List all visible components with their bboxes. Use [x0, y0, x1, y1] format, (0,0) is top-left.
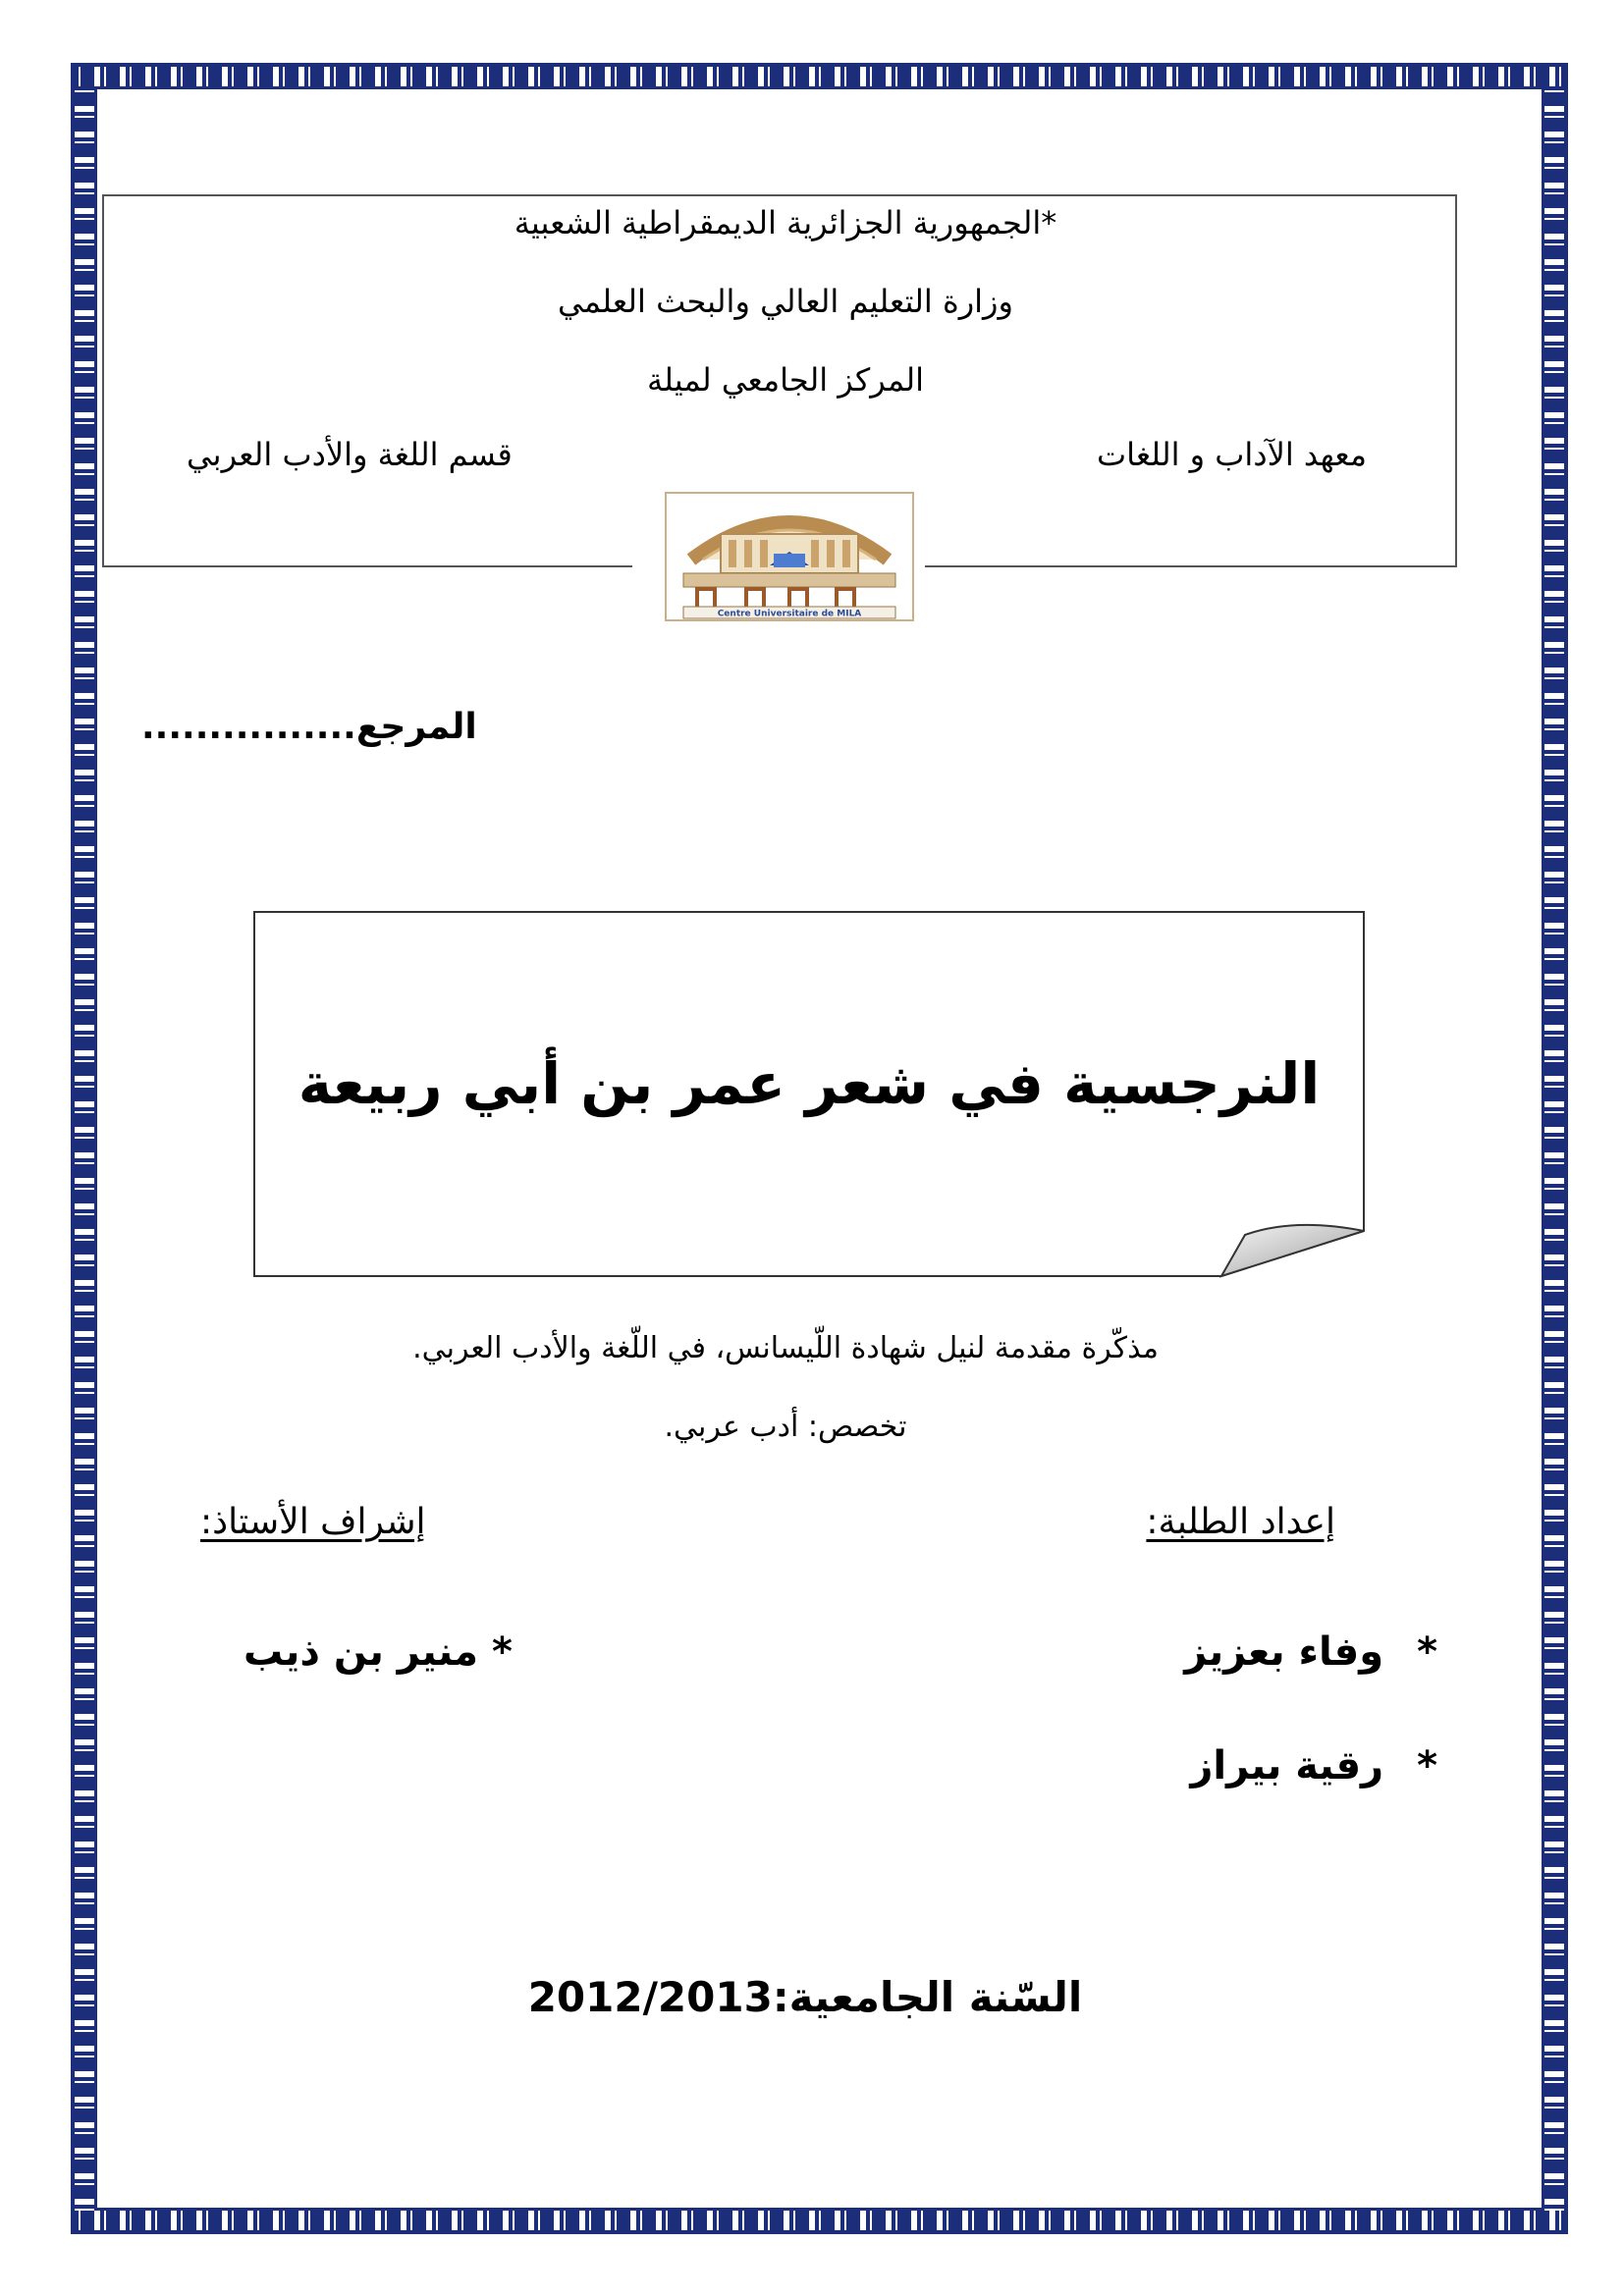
header-divider-right	[925, 565, 1457, 567]
student-name	[1184, 1629, 1437, 1675]
republic-name: *الجمهورية الجزائرية الديمقراطية الشعبية	[514, 204, 1057, 241]
thesis-title: النرجسية في شعر عمر بن أبي ربيعة	[298, 1050, 1321, 1117]
ministry-name: وزارة التعليم العالي والبحث العلمي	[558, 283, 1013, 320]
reference-label: المرجع	[355, 707, 477, 747]
department-name: قسم اللغة والأدب العربي	[187, 436, 513, 473]
supervised-by-label: إشراف الأستاذ:	[200, 1502, 426, 1542]
specialization: تخصص: أدب عربي.	[664, 1410, 907, 1444]
student-1-name: وفاء بعزيز	[1184, 1629, 1384, 1675]
prepared-by-label: إعداد الطلبة:	[1146, 1502, 1335, 1542]
reference-line	[141, 707, 477, 747]
memo-description: مذكّرة مقدمة لنيل شهادة اللّيسانس، في اللّغة والأدب العربي.	[412, 1331, 1159, 1365]
university-center-name: المركز الجامعي لميلة	[647, 361, 924, 399]
bullet-star: *	[1417, 1743, 1437, 1789]
student-2-name: رقية بيراز	[1190, 1743, 1384, 1789]
supervisor-name: * منير بن ذيب	[244, 1629, 513, 1675]
logo-caption: Centre Universitaire de MILA	[717, 609, 862, 619]
university-logo	[664, 491, 915, 622]
institute-name: معهد الآداب و اللغات	[1096, 436, 1367, 473]
student-name	[1190, 1743, 1437, 1789]
header-divider-left	[102, 565, 632, 567]
bullet-star: *	[1417, 1629, 1437, 1675]
reference-dots: ................	[141, 707, 356, 747]
academic-year: السّنة الجامعية:2012/2013	[527, 1973, 1083, 2021]
